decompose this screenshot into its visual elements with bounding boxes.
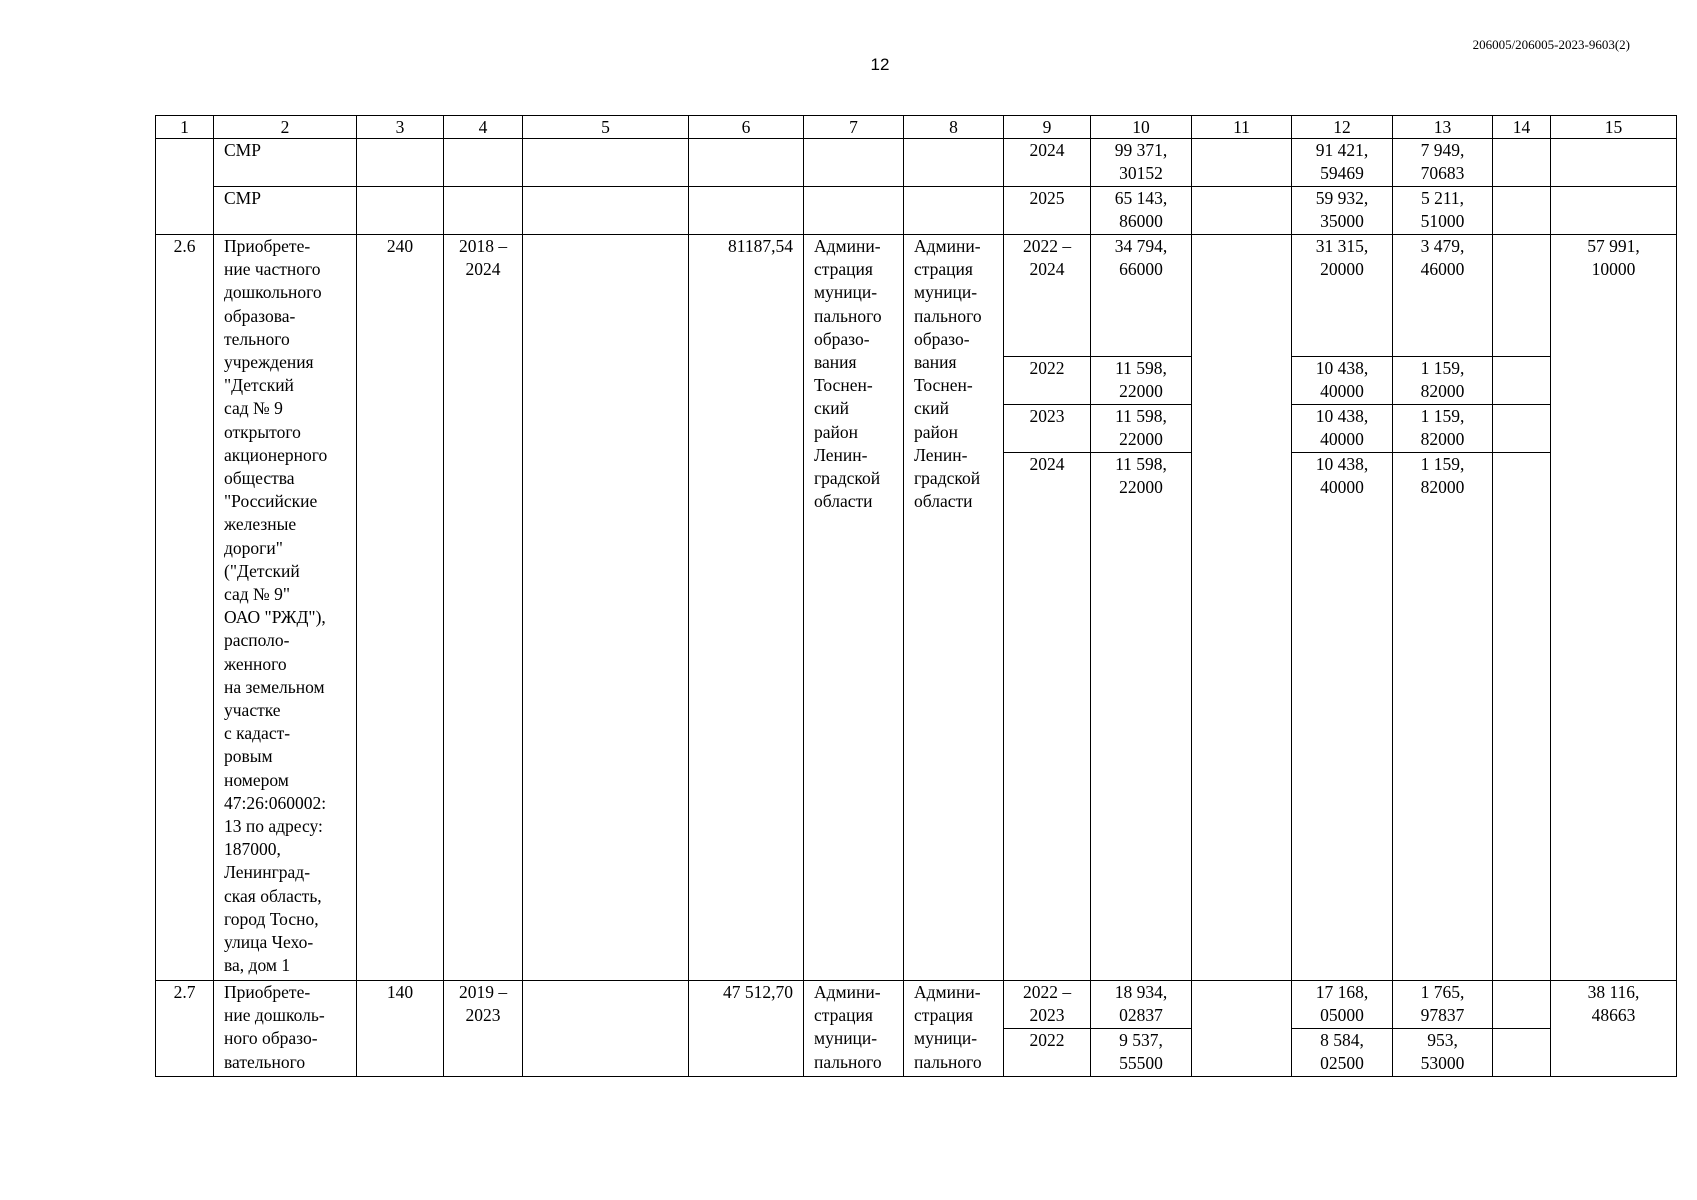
cell-cost: 47 512,70 <box>689 981 804 1077</box>
cell-empty <box>357 139 444 187</box>
cell-local: 1 765, 97837 <box>1393 981 1493 1029</box>
column-number-row <box>156 116 1677 139</box>
cell-total: 11 598, 22000 <box>1091 405 1192 453</box>
cell-total: 9 537, 55500 <box>1091 1029 1192 1077</box>
cell-total: 65 143, 86000 <box>1091 187 1192 235</box>
cell-empty <box>523 139 689 187</box>
cell-local: 7 949, 70683 <box>1393 139 1493 187</box>
cell-local: 3 479, 46000 <box>1393 235 1493 357</box>
column-header: 2 <box>214 116 357 139</box>
cell-empty <box>1493 187 1551 235</box>
cell-local: 5 211, 51000 <box>1393 187 1493 235</box>
column-header: 12 <box>1292 116 1393 139</box>
cell-year: 2022 – 2024 <box>1004 235 1091 357</box>
cell-local: 1 159, 82000 <box>1393 405 1493 453</box>
cell-empty <box>444 187 523 235</box>
table-row <box>156 139 1677 187</box>
cell-empty <box>1493 139 1551 187</box>
cell-empty <box>1493 357 1551 405</box>
cell-empty <box>1493 453 1551 981</box>
cell-empty <box>444 139 523 187</box>
cell-year: 2025 <box>1004 187 1091 235</box>
cell-regional: 8 584, 02500 <box>1292 1029 1393 1077</box>
cell-label: СМР <box>214 139 357 187</box>
cell-num: 2.6 <box>156 235 214 981</box>
cell-empty <box>804 187 904 235</box>
column-header: 4 <box>444 116 523 139</box>
cell-description: Приобрете- ние дошколь- ного образо- вательного <box>214 981 357 1077</box>
column-header: 7 <box>804 116 904 139</box>
cell-total: 11 598, 22000 <box>1091 453 1192 981</box>
cell-balance: 57 991, 10000 <box>1551 235 1677 981</box>
cell-year: 2022 <box>1004 1029 1091 1077</box>
cell-regional: 59 932, 35000 <box>1292 187 1393 235</box>
column-header: 8 <box>904 116 1004 139</box>
cell-empty <box>904 187 1004 235</box>
cell-description: Приобрете- ние частного дошкольного образова- тельного учреждения "Детский сад № 9 открытого акционерного общества "Российские железные дороги" ("Детский сад № 9" ОАО "РЖД"), располо- женного на земельном участке с кадаст- ровым номером 47:26:060002: 13 по адресу: 187000, Ленинград- ская область, город Тосно, улица Чехо- ва, дом 1 <box>214 235 357 981</box>
column-header: 6 <box>689 116 804 139</box>
cell-local: 953, 53000 <box>1393 1029 1493 1077</box>
column-header: 14 <box>1493 116 1551 139</box>
cell-empty <box>523 981 689 1077</box>
page-number: 12 <box>870 55 890 74</box>
cell-empty <box>1493 1029 1551 1077</box>
column-header: 13 <box>1393 116 1493 139</box>
cell-customer: Админи- страция муници- пального образо- вания Тоснен- ский район Ленин- градской области <box>804 235 904 981</box>
cell-regional: 31 315, 20000 <box>1292 235 1393 357</box>
cell-capacity: 240 <box>357 235 444 981</box>
cell-balance: 38 116, 48663 <box>1551 981 1677 1077</box>
cell-empty <box>804 139 904 187</box>
cell-period: 2019 – 2023 <box>444 981 523 1077</box>
cell-year: 2024 <box>1004 453 1091 981</box>
cell-empty <box>357 187 444 235</box>
cell-total: 34 794, 66000 <box>1091 235 1192 357</box>
cell-empty <box>689 139 804 187</box>
cell-num: 2.7 <box>156 981 214 1077</box>
column-header: 9 <box>1004 116 1091 139</box>
cell-empty <box>1493 235 1551 357</box>
cell-local: 1 159, 82000 <box>1393 357 1493 405</box>
cell-regional: 17 168, 05000 <box>1292 981 1393 1029</box>
table-row <box>156 187 1677 235</box>
cell-executor: Админи- страция муници- пального <box>904 981 1004 1077</box>
cell-empty <box>1551 139 1677 187</box>
cell-empty <box>1493 405 1551 453</box>
cell-year: 2022 <box>1004 357 1091 405</box>
cell-total: 99 371, 30152 <box>1091 139 1192 187</box>
cell-local: 1 159, 82000 <box>1393 453 1493 981</box>
cell-empty <box>904 139 1004 187</box>
cell-capacity: 140 <box>357 981 444 1077</box>
cell-empty <box>523 235 689 981</box>
cell-total: 11 598, 22000 <box>1091 357 1192 405</box>
budget-table <box>155 115 1677 1077</box>
cell-empty <box>1192 187 1292 235</box>
cell-total: 18 934, 02837 <box>1091 981 1192 1029</box>
column-header: 11 <box>1192 116 1292 139</box>
cell-year: 2022 – 2023 <box>1004 981 1091 1029</box>
cell-label: СМР <box>214 187 357 235</box>
cell-num <box>156 139 214 235</box>
cell-empty <box>689 187 804 235</box>
cell-year: 2023 <box>1004 405 1091 453</box>
cell-empty <box>1192 235 1292 981</box>
cell-empty <box>523 187 689 235</box>
column-header: 10 <box>1091 116 1192 139</box>
cell-regional: 10 438, 40000 <box>1292 357 1393 405</box>
cell-period: 2018 – 2024 <box>444 235 523 981</box>
document-id: 206005/206005-2023-9603(2) <box>1472 37 1630 52</box>
cell-customer: Админи- страция муници- пального <box>804 981 904 1077</box>
column-header: 3 <box>357 116 444 139</box>
cell-executor: Админи- страция муници- пального образо- вания Тоснен- ский район Ленин- градской области <box>904 235 1004 981</box>
cell-cost: 81187,54 <box>689 235 804 981</box>
table-row <box>156 235 1677 357</box>
column-header: 15 <box>1551 116 1677 139</box>
cell-empty <box>1192 139 1292 187</box>
cell-empty <box>1192 981 1292 1077</box>
cell-year: 2024 <box>1004 139 1091 187</box>
column-header: 5 <box>523 116 689 139</box>
table-row <box>156 981 1677 1029</box>
cell-regional: 91 421, 59469 <box>1292 139 1393 187</box>
cell-regional: 10 438, 40000 <box>1292 453 1393 981</box>
cell-regional: 10 438, 40000 <box>1292 405 1393 453</box>
cell-empty <box>1493 981 1551 1029</box>
column-header: 1 <box>156 116 214 139</box>
cell-empty <box>1551 187 1677 235</box>
